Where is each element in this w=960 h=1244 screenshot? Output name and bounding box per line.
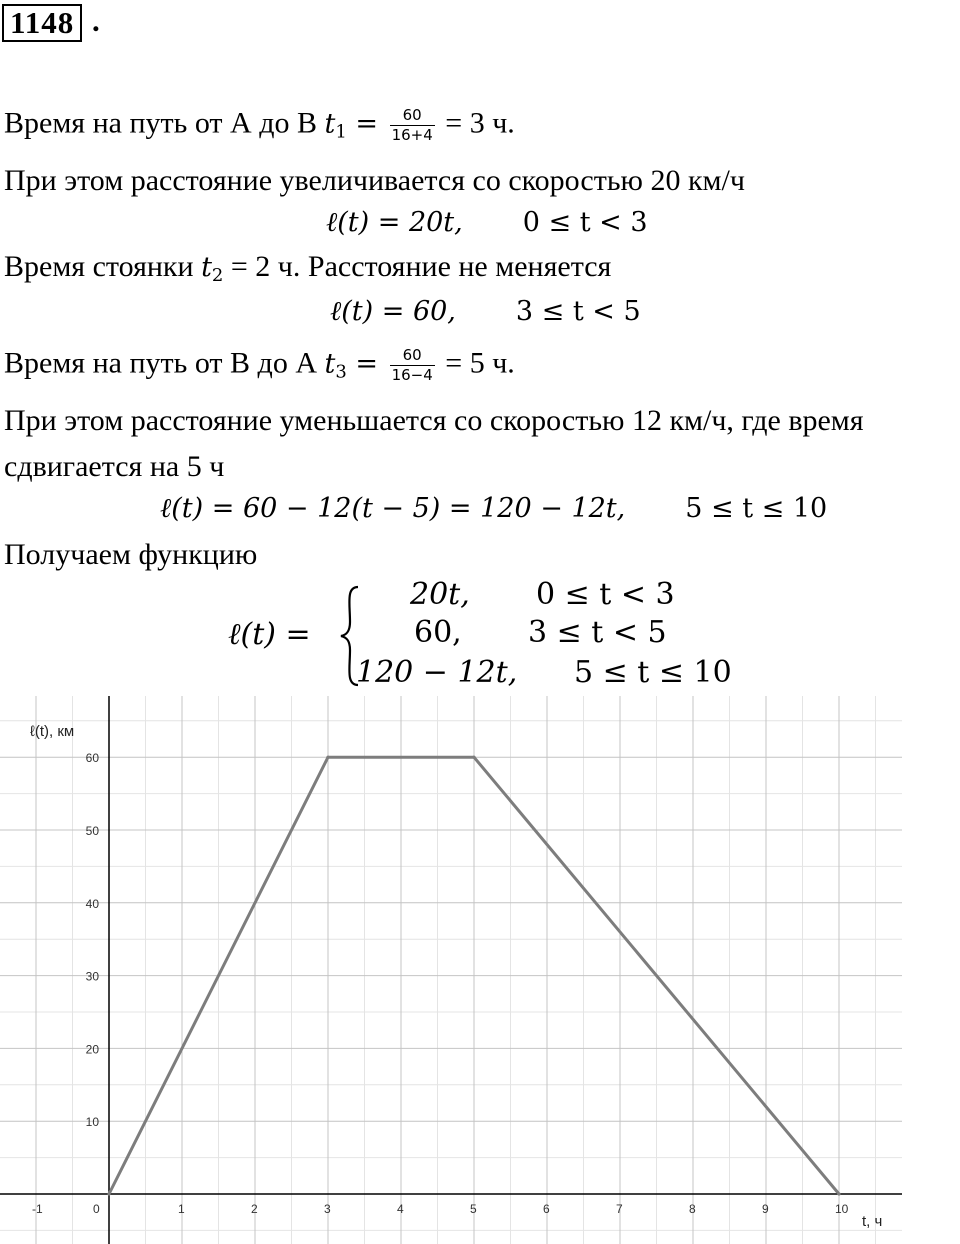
piecewise-row-3-cond — [574, 654, 732, 692]
piecewise-lhs-text: ℓ(t) = — [228, 617, 311, 652]
problem-number: 1148 — [2, 4, 82, 42]
pw-r2-cond: 3 ≤ t < 5 — [528, 615, 667, 650]
x-tick-label: 8 — [689, 1202, 696, 1216]
formula-1-cond: 0 ≤ t < 3 — [522, 207, 648, 238]
y-tick-label: 10 — [85, 1115, 99, 1130]
formula-2 — [330, 295, 641, 329]
t3-num: 60 — [402, 346, 422, 364]
y-tick-label: 60 — [85, 751, 99, 766]
pw-r2-expr: 60, — [414, 615, 462, 650]
t1-result: = 3 ч. — [437, 106, 515, 140]
axes — [0, 696, 902, 1244]
series-point — [107, 1192, 110, 1195]
x-tick-label: 0 — [93, 1202, 100, 1216]
piecewise-row-1-cond — [536, 576, 675, 614]
y-tick-label: 50 — [85, 824, 99, 838]
problem-number-dot: . — [92, 3, 100, 38]
line-stop-time — [4, 250, 611, 293]
line-1-text: Время на путь от А до В — [4, 106, 325, 140]
piecewise-row-2-expr — [414, 614, 462, 652]
line-travel-time-b-a — [4, 346, 515, 389]
piecewise-row-1-expr — [410, 576, 470, 614]
t3-result: = 5 ч. — [437, 346, 515, 380]
t3-sub: 3 — [335, 361, 347, 383]
series-point — [472, 756, 475, 759]
x-tick-label: 5 — [470, 1202, 477, 1216]
piecewise-row-2-cond — [528, 614, 667, 652]
formula-1-expr: ℓ(t) = 20t, — [326, 207, 463, 238]
tick-labels — [32, 751, 849, 1216]
pw-r3-expr: 120 − 12t, — [356, 655, 518, 690]
x-tick-label: 4 — [397, 1202, 404, 1216]
formula-3-cond: 5 ≤ t ≤ 10 — [685, 493, 828, 524]
major-grid — [0, 696, 902, 1244]
t2-rest: = 2 ч. Расстояние не меняется — [223, 250, 612, 283]
line-result-intro: Получаем функцию — [4, 538, 258, 571]
x-tick-label: 6 — [543, 1202, 550, 1216]
t1-fraction — [390, 106, 435, 145]
line-speed-decrease: При этом расстояние уменьшается со скоростью 12 км/ч, где время — [4, 404, 864, 437]
x-tick-label: 2 — [251, 1202, 258, 1216]
piecewise-lhs — [228, 616, 311, 654]
x-tick-label: 7 — [616, 1202, 623, 1216]
pw-r1-cond: 0 ≤ t < 3 — [536, 577, 675, 612]
x-tick-label: 3 — [324, 1202, 331, 1216]
pw-r1-expr: 20t, — [410, 577, 470, 612]
line-speed-increase: При этом расстояние увеличивается со скоростью 20 км/ч — [4, 164, 745, 197]
t2-sub: 2 — [211, 265, 224, 286]
minor-grid — [0, 696, 902, 1244]
y-tick-label: 30 — [85, 969, 99, 984]
t1-num: 60 — [402, 106, 422, 124]
series-point — [837, 1192, 840, 1195]
x-tick-label: 9 — [762, 1202, 769, 1216]
t1-sub: 1 — [335, 121, 347, 143]
line-time-shift: сдвигается на 5 ч — [4, 450, 225, 483]
t2-var: t — [201, 252, 212, 283]
line-travel-time-a-b — [4, 106, 515, 149]
t1-var: t — [324, 108, 336, 140]
t3-eq: = — [346, 348, 387, 380]
t3-fraction — [390, 346, 435, 385]
t1-den: 16+4 — [391, 126, 433, 144]
series-point — [326, 756, 329, 759]
y-tick-label: 40 — [85, 896, 99, 911]
t3-den: 16−4 — [391, 366, 433, 384]
line-4-text: Время на путь от В до А — [4, 346, 325, 380]
x-axis-label: t, ч — [862, 1213, 883, 1230]
y-axis-label: ℓ(t), км — [30, 723, 75, 740]
line-3-text: Время стоянки — [4, 250, 202, 283]
formula-3 — [160, 492, 827, 526]
piecewise-row-3-expr — [356, 654, 517, 692]
formula-2-expr: ℓ(t) = 60, — [330, 296, 456, 327]
formula-3-expr: ℓ(t) = 60 − 12(t − 5) = 120 − 12t, — [160, 493, 626, 524]
x-tick-label: 10 — [835, 1202, 849, 1216]
distance-time-chart — [0, 688, 960, 1244]
formula-2-cond: 3 ≤ t < 5 — [515, 296, 641, 327]
formula-1 — [326, 206, 648, 240]
x-tick-label: 1 — [178, 1202, 185, 1216]
pw-r3-cond: 5 ≤ t ≤ 10 — [574, 655, 732, 690]
y-tick-label: 20 — [85, 1042, 99, 1057]
t1-eq: = — [346, 108, 387, 140]
t3-var: t — [324, 348, 336, 380]
x-tick-label: -1 — [32, 1202, 43, 1216]
